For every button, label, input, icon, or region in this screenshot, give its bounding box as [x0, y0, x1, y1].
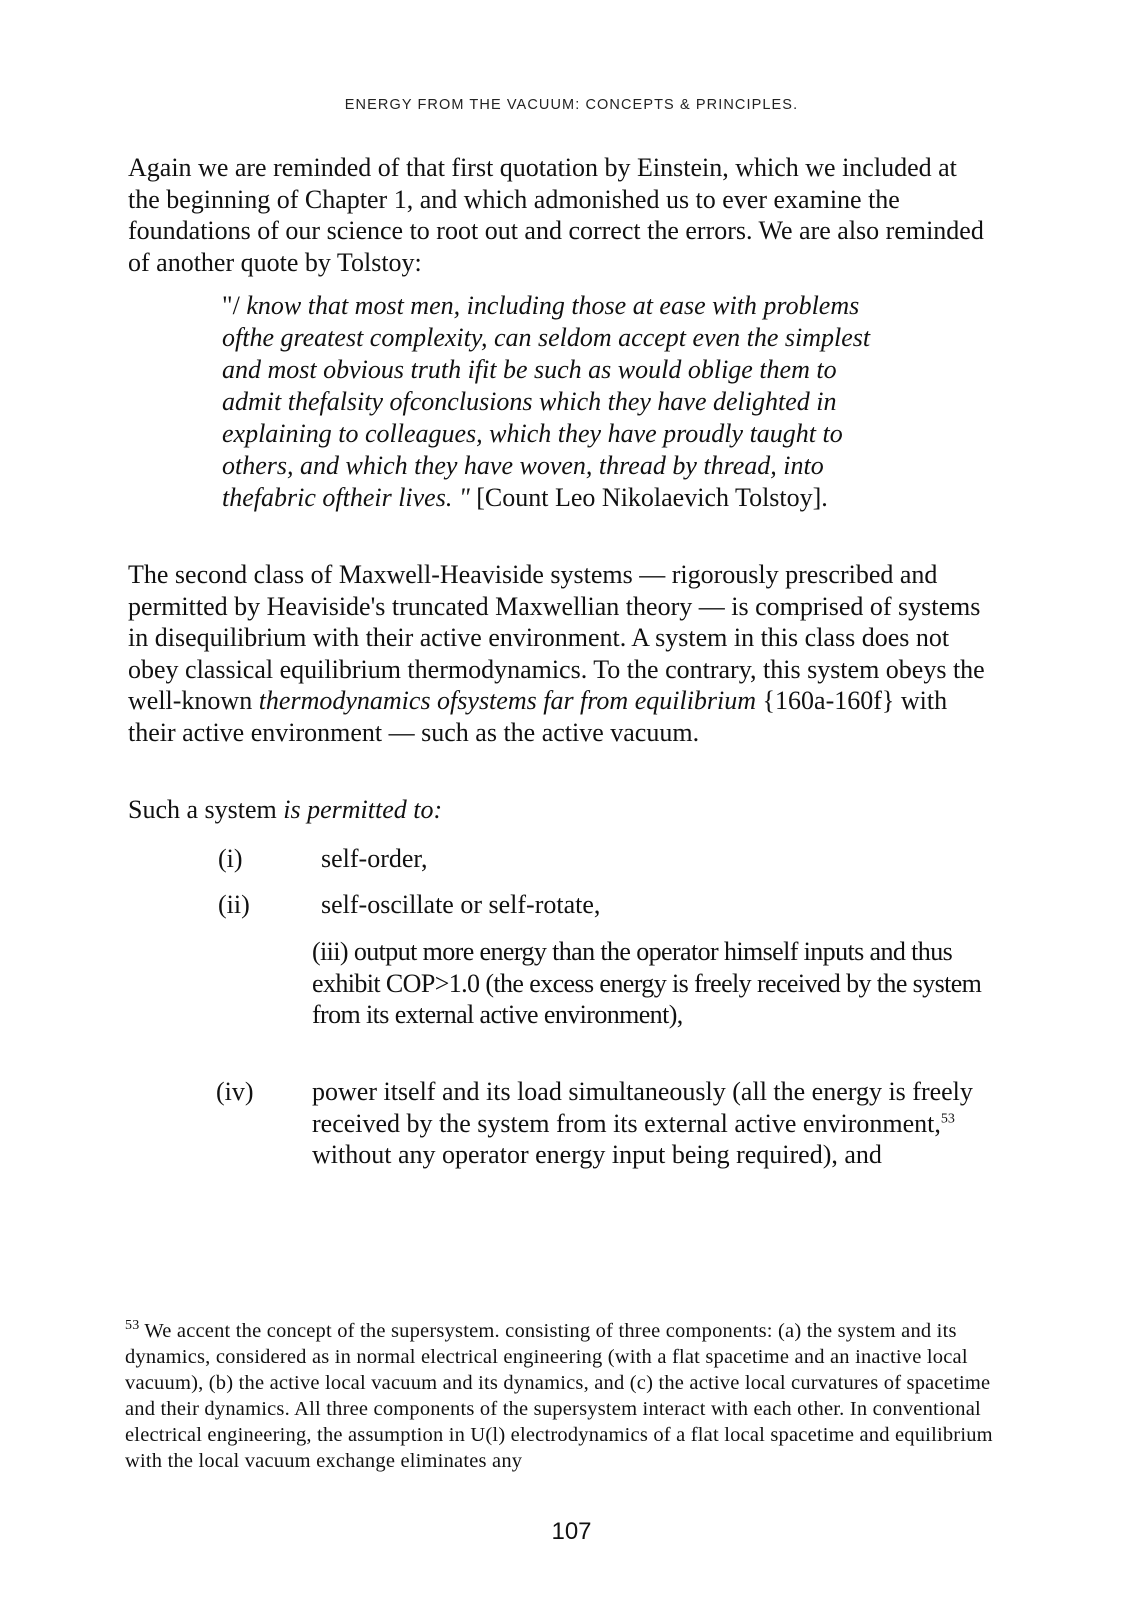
list-item-text: self-order,: [321, 844, 428, 873]
quote-text: know that most men, including those at ease with problems ofthe greatest complexity, can seldom accept even the simplest and most obvious truth ifit be such as would oblige them to admit thefalsity ofconclusions which they have delighted in explaining to colleagues, which they have proudly taught to others, and which they have woven, thread by thread, into thefabric oftheir lives. ": [222, 291, 871, 512]
quote-open-mark: "/: [222, 291, 240, 320]
paragraph-2-italic: thermodynamics ofsystems far from equilibrium: [258, 686, 757, 715]
paragraph-maxwell-heaviside: [128, 559, 988, 748]
footnote-text: We accent the concept of the supersystem. consisting of three components: (a) the system and its dynamics, considered as in normal electrical engineering (with a flat spacetime and an inactive local vacuum), (b) the active local vacuum and its dynamics, and (c) the active local curvatures of spacetime and their dynamics. All three components of the supersystem interact with each other. In conventional electrical engineering, the assumption in U(l) electrodynamics of a flat local spacetime and equilibrium with the local vacuum exchange eliminates any: [125, 1320, 993, 1472]
tolstoy-quote: [222, 290, 902, 514]
footnote-marker: 53: [125, 1318, 140, 1334]
list-item-text: self-oscillate or self-rotate,: [321, 890, 601, 919]
list-item-number: (i): [218, 844, 243, 873]
page-number: 107: [551, 1518, 592, 1545]
list-item-number: (ii): [218, 890, 250, 919]
paragraph-2-text-after: {160a-160f} with their active environment — such as the active vacuum.: [128, 686, 948, 747]
paragraph-3-text: Such a system: [128, 795, 277, 824]
list-item-text: (iii) output more energy than the operator himself inputs and thus exhibit COP>1.0 (the excess energy is freely received by the system from its external active environment),: [312, 937, 982, 1029]
list-item-4-text-after: without any operator energy input being required), and: [312, 1140, 882, 1169]
list-item-4-text: power itself and its load simultaneously (all the energy is freely received by the system from its external active environment,: [312, 1077, 973, 1138]
running-header: ENERGY FROM THE VACUUM: CONCEPTS & PRINCIPLES.: [344, 97, 799, 113]
footnote: [125, 1318, 1005, 1474]
list-item-number: (iv): [216, 1077, 254, 1106]
list-item-text: [312, 1076, 992, 1171]
paragraph-permitted: [128, 794, 988, 826]
quote-attribution: [Count Leo Nikolaevich Tolstoy].: [476, 483, 828, 512]
paragraph-3-italic: is permitted to:: [283, 795, 443, 824]
paragraph-2-text: The second class of Maxwell-Heaviside systems — rigorously prescribed and permitted by Heaviside's truncated Maxwellian theory — is comprised of systems in disequilibrium with their active environment. A system in this class does not obey classical equilibrium thermodynamics. To the contrary, this system obeys the well-known: [128, 560, 985, 715]
footnote-reference: 53: [940, 1110, 955, 1126]
paragraph-einstein: Again we are reminded of that first quotation by Einstein, which we included at the beginning of Chapter 1, and which admonished us to ever examine the foundations of our science to root out and correct the errors. We are also reminded of another quote by Tolstoy:: [128, 153, 984, 277]
